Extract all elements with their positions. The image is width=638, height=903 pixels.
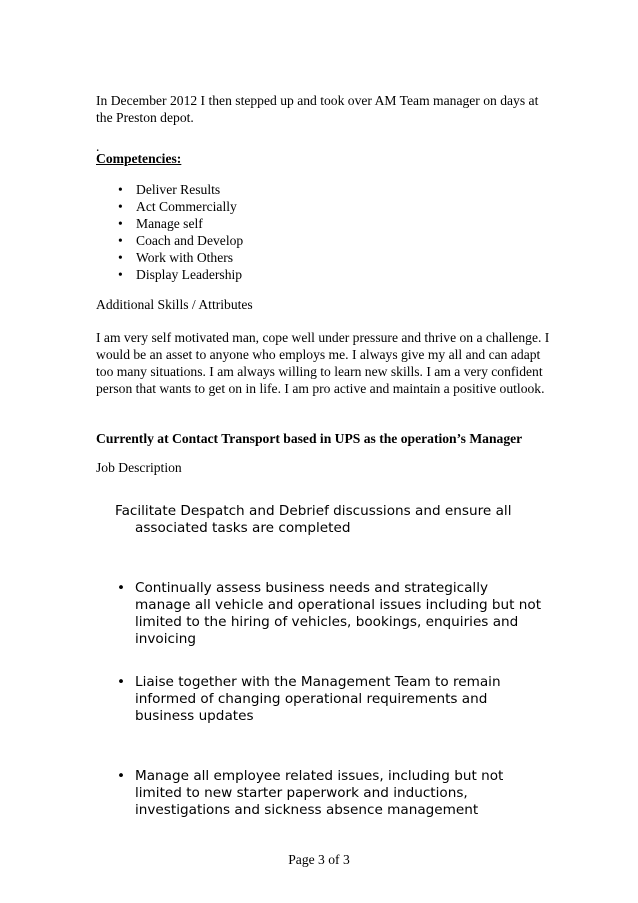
competency-label: Manage self (136, 216, 203, 231)
task-item (117, 674, 547, 725)
intro-paragraph: In December 2012 I then stepped up and took over AM Team manager on days at the Preston depot. (96, 93, 539, 125)
list-item (118, 249, 243, 266)
task-text-line2: associated tasks are completed (135, 520, 351, 536)
competency-label: Display Leadership (136, 267, 243, 282)
task-item (117, 580, 547, 648)
bullet-icon: • (118, 267, 123, 282)
additional-skills-heading: Additional Skills / Attributes (96, 297, 253, 312)
current-role-heading: Currently at Contact Transport based in UPS as the operation’s Manager (96, 431, 523, 446)
bullet-icon: • (118, 199, 123, 214)
task-text: Liaise together with the Management Team to remain informed of changing operational requirements and business updates (135, 674, 501, 724)
stray-dot: . (96, 139, 100, 154)
list-item (118, 232, 243, 249)
competencies-list (118, 181, 243, 283)
list-item (118, 266, 243, 283)
task-item (115, 503, 535, 537)
task-text-line1: Facilitate Despatch and Debrief discussions and ensure all (115, 503, 512, 519)
additional-skills-paragraph: I am very self motivated man, cope well under pressure and thrive on a challenge. I would be an asset to anyone who employs me. I always give my all and can adapt too many situations. I am always willing to learn new skills. I am a very confident person that wants to get on in life. I am pro active and maintain a positive outlook. (96, 330, 550, 396)
bullet-icon: • (117, 580, 126, 596)
job-description-label: Job Description (96, 460, 182, 475)
bullet-icon: • (117, 674, 126, 690)
list-item (118, 198, 243, 215)
competency-label: Work with Others (136, 250, 234, 265)
competency-label: Coach and Develop (136, 233, 244, 248)
bullet-icon: • (118, 250, 123, 265)
bullet-icon: • (118, 182, 123, 197)
task-text: Manage all employee related issues, including but not limited to new starter paperwork and inductions, investigations and sickness absence management (135, 768, 504, 818)
list-item (118, 215, 243, 232)
bullet-icon: • (118, 233, 123, 248)
page-footer: Page 3 of 3 (288, 852, 350, 867)
competency-label: Deliver Results (136, 182, 221, 197)
competency-label: Act Commercially (136, 199, 237, 214)
task-item (117, 768, 547, 819)
bullet-icon: • (117, 768, 126, 784)
bullet-icon: • (118, 216, 123, 231)
list-item (118, 181, 243, 198)
competencies-heading: Competencies: (96, 151, 182, 166)
task-text: Continually assess business needs and strategically manage all vehicle and operational issues including but not limited to the hiring of vehicles, bookings, enquiries and invoicing (135, 580, 542, 647)
